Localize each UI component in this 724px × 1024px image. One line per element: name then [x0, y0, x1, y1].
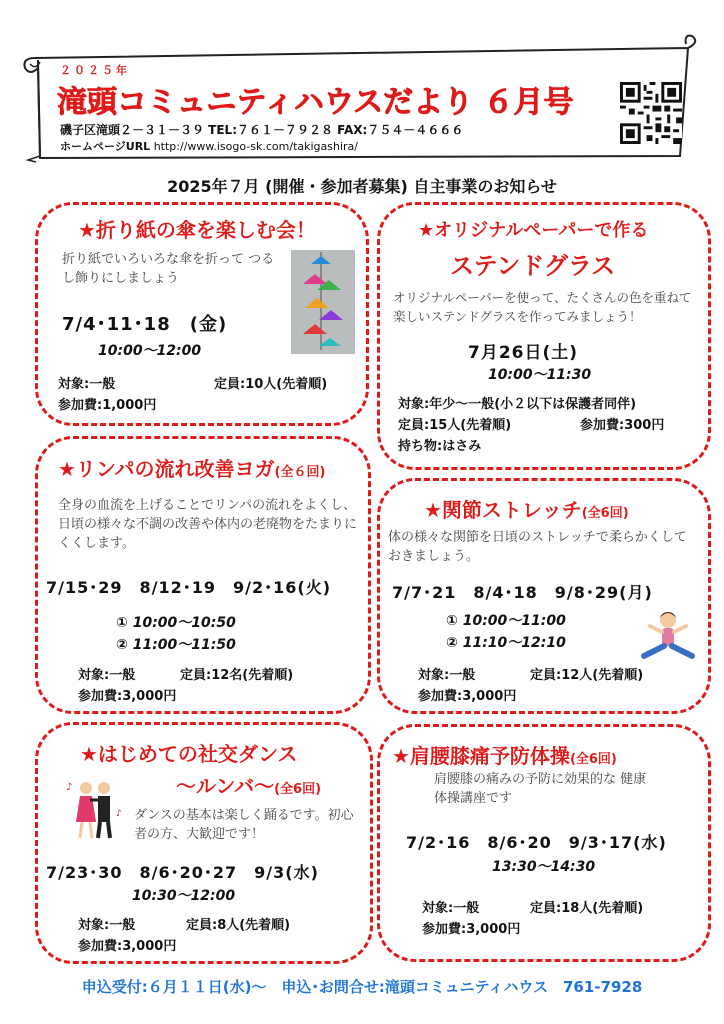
yoga-time-2: ② 11:00～11:50: [116, 637, 236, 653]
url-label: ホームページURL: [60, 140, 151, 153]
origami-time: 10:00～12:00: [98, 343, 202, 359]
yoga-fee: 参加費:3,000円: [78, 689, 177, 704]
stretching-person-illustration: [636, 604, 700, 668]
dance-date: 7/23･30 8/6･20･27 9/3(水): [46, 863, 319, 882]
shoulder-capacity: 定員:18人(先着順): [530, 901, 644, 916]
origami-date: 7/4･11･18 (金): [62, 314, 228, 335]
stained-time: 10:00～11:30: [488, 367, 592, 383]
yoga-time-1: ① 10:00～10:50: [116, 615, 236, 631]
dance-title-note: (全6回): [274, 782, 322, 797]
yoga-date: 7/15･29 8/12･19 9/2･16(火): [46, 578, 332, 597]
stretch-desc: 体の様々な関節を日頃のストレッチで柔らかくしておきましょう。: [388, 530, 687, 564]
dance-title-rumba: ～ルンバ～: [176, 774, 275, 798]
yoga-capacity: 定員:12名(先着順): [180, 668, 294, 683]
dance-title-line1: ★はじめての社交ダンス: [80, 742, 298, 766]
stained-title-line2: ステンドグラス: [450, 252, 616, 280]
dance-target: 対象:一般: [78, 918, 136, 933]
notice-heading: 2025年７月 (開催・参加者募集) 自主事業のお知らせ: [167, 177, 557, 196]
stained-target: 対象:年少～一般(小２以下は保護者同伴): [398, 397, 637, 412]
header-year: ２０２５年: [60, 64, 130, 77]
stained-capacity: 定員:15人(先着順): [398, 418, 512, 433]
origami-capacity: 定員:10人(先着順): [214, 377, 328, 392]
stretch-title-note: (全6回): [581, 506, 629, 521]
yoga-desc: 全身の血流を上げることでリンパの流れをよくし、日頃の様々な不調の改善や体内の老廃物をたまりにくくします。: [58, 498, 358, 551]
origami-desc: 折り紙でいろいろな傘を折って つるし飾りにしましょう: [62, 252, 275, 286]
header-address: 磯子区滝頭２－３１－３９ TEL:７６１－７９２８ FAX:７５４－４６６６: [60, 123, 464, 137]
stretch-time-1: ① 10:00～11:00: [446, 613, 566, 629]
dance-title-line2: [176, 770, 321, 799]
stretch-fee: 参加費:3,000円: [418, 689, 517, 704]
yoga-title-text: ★リンパの流れ改善ヨガ: [58, 457, 275, 481]
stretch-title-text: ★関節ストレッチ: [424, 498, 582, 522]
shoulder-time: 13:30～14:30: [492, 859, 596, 875]
application-footer: 申込受付:６月１１日(水)～ 申込･お問合せ:滝頭コミュニティハウス 761-7928: [81, 978, 643, 996]
stretch-target: 対象:一般: [418, 668, 476, 683]
shoulder-desc: 肩腰膝の痛みの予防に効果的な 健康体操講座です: [434, 772, 647, 806]
stained-title-line1: ★オリジナルペーパーで作る: [418, 220, 649, 241]
svg-text:♪: ♪: [116, 809, 122, 819]
dancing-couple-illustration: [62, 776, 128, 842]
dance-capacity: 定員:8人(先着順): [186, 918, 291, 933]
yoga-title-note: (全６回): [274, 465, 326, 480]
stained-date: 7月26日(土): [468, 343, 579, 363]
stretch-date: 7/7･21 8/4･18 9/8･29(月): [392, 583, 653, 602]
homepage-url[interactable]: http://www.isogo-sk.com/takigashira/: [153, 140, 359, 153]
stretch-capacity: 定員:12人(先着順): [530, 668, 644, 683]
svg-text:♪: ♪: [66, 782, 73, 793]
stretch-title: [424, 494, 629, 523]
origami-title: ★折り紙の傘を楽しむ会！: [78, 218, 316, 242]
header-url-line: [60, 138, 358, 154]
shoulder-title: [392, 740, 617, 769]
qr-code-icon[interactable]: [620, 82, 682, 144]
shoulder-title-note: (全6回): [569, 752, 617, 767]
origami-target: 対象:一般: [58, 377, 116, 392]
dance-fee: 参加費:3,000円: [78, 939, 177, 954]
dance-time: 10:30～12:00: [132, 888, 236, 904]
origami-fee: 参加費:1,000円: [58, 398, 157, 413]
dance-desc: ダンスの基本は楽しく踊るです。初心者の方、大歓迎です！: [134, 808, 354, 842]
yoga-title: [58, 453, 325, 482]
shoulder-title-text: ★肩腰膝痛予防体操: [392, 744, 570, 768]
newsletter-title: 滝頭コミュニティハウスだより ６月号: [57, 85, 574, 120]
shoulder-target: 対象:一般: [422, 901, 480, 916]
origami-umbrella-photo: [291, 250, 355, 354]
shoulder-date: 7/2･16 8/6･20 9/3･17(水): [406, 833, 667, 852]
shoulder-fee: 参加費:3,000円: [422, 922, 521, 937]
stained-fee: 参加費:300円: [580, 418, 665, 433]
stained-items: 持ち物:はさみ: [398, 439, 482, 454]
stained-desc: オリジナルペーパーを使って、たくさんの色を重ねて楽しいステンドグラスを作ってみましょう！: [393, 290, 692, 324]
yoga-target: 対象:一般: [78, 668, 136, 683]
stretch-time-2: ② 11:10～12:10: [446, 635, 566, 651]
